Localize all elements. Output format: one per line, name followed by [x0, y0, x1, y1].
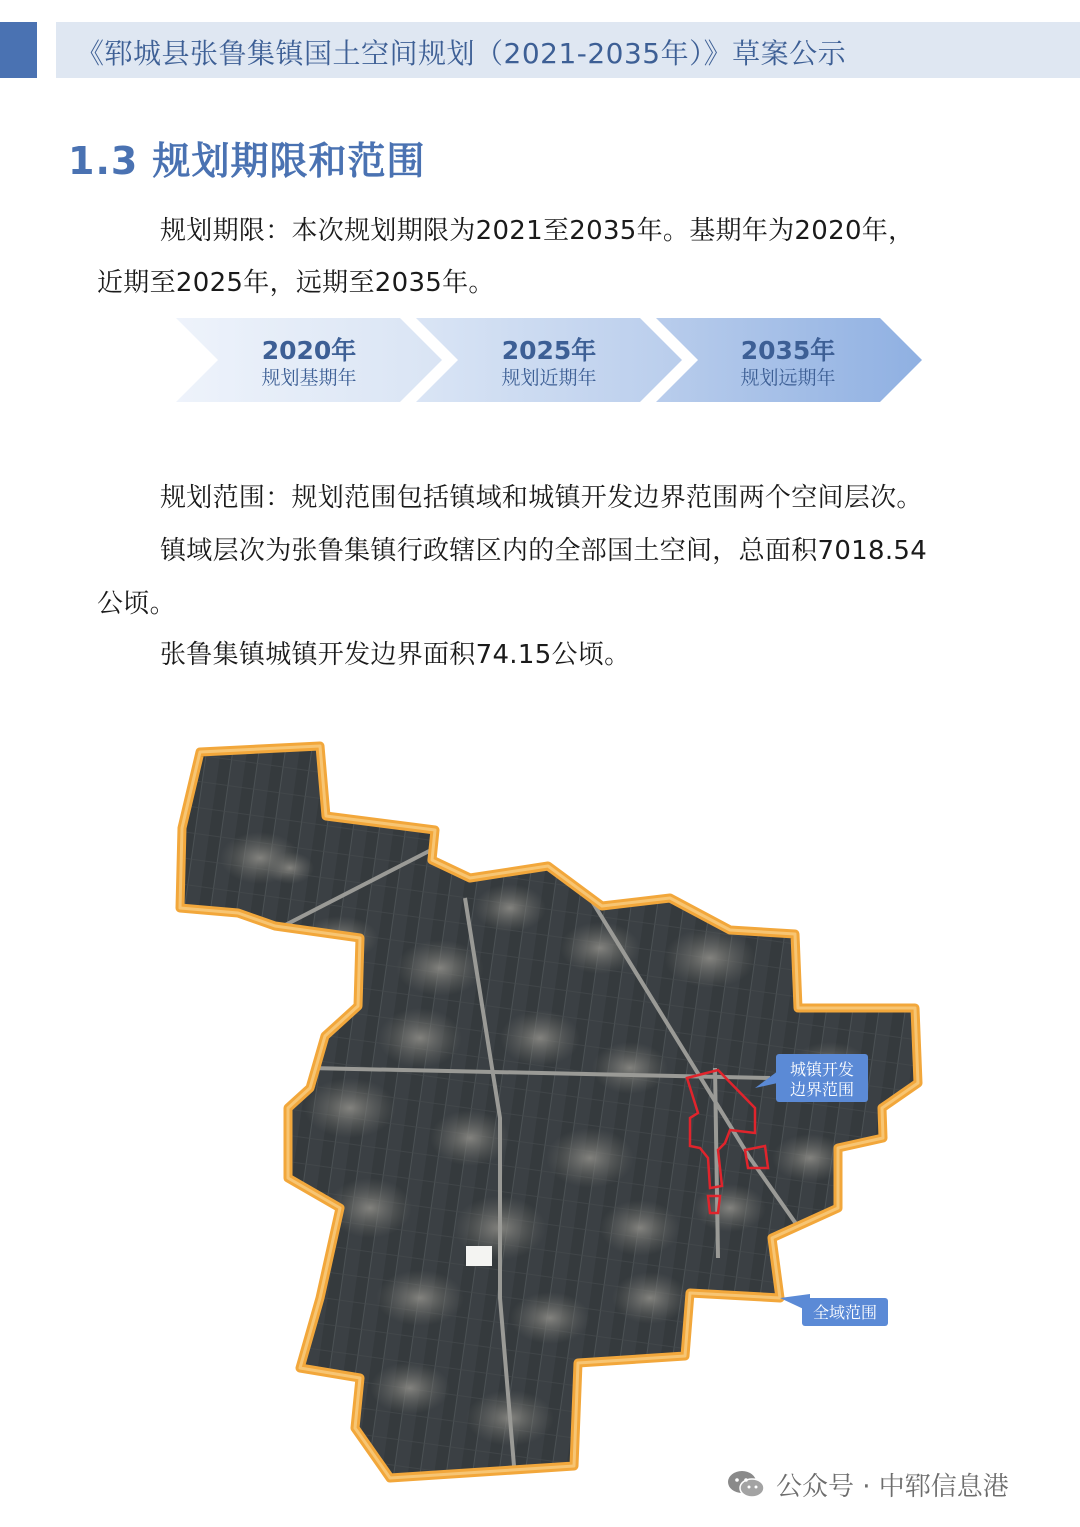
wechat-icon: [726, 1469, 766, 1499]
scope-paragraph-line1: 规划范围：规划范围包括镇域和城镇开发边界范围两个空间层次。: [160, 483, 923, 513]
scope-paragraph-line4: 张鲁集镇城镇开发边界面积74.15公顷。: [160, 640, 631, 670]
section-title: 1.3 规划期限和范围: [68, 139, 426, 183]
scope-paragraph-line3: 公顷。: [97, 589, 176, 619]
callout-full-scope-text: 全域范围: [812, 1303, 878, 1322]
header-accent-bar: [0, 22, 37, 78]
period-paragraph-line2: 近期至2025年，远期至2035年。: [97, 268, 495, 298]
timeline-year: 2020年: [261, 336, 357, 365]
timeline-item-2020: [209, 336, 409, 390]
timeline-year: 2025年: [501, 336, 597, 365]
watermark-text: 公众号 · 中郓信息港: [776, 1471, 1009, 1502]
white-building: [466, 1246, 492, 1266]
town-boundary-map: [170, 738, 940, 1498]
planning-timeline: [176, 318, 922, 402]
timeline-item-2025: [449, 336, 649, 390]
timeline-label: 规划基期年: [261, 367, 357, 389]
scope-paragraph-line2: 镇域层次为张鲁集镇行政辖区内的全部国土空间，总面积7018.54: [160, 536, 928, 566]
timeline-label: 规划近期年: [501, 367, 597, 389]
satellite-map: [170, 738, 940, 1498]
timeline-label: 规划远期年: [740, 367, 836, 389]
period-paragraph-line1: 规划期限：本次规划期限为2021至2035年。基期年为2020年，: [160, 216, 915, 246]
callout-dev-boundary-line2: 边界范围: [789, 1080, 855, 1099]
callout-dev-boundary-line1: 城镇开发: [789, 1060, 855, 1079]
timeline-item-2035: [688, 336, 888, 390]
watermark: [726, 1466, 1009, 1502]
page-header-title: 《郓城县张鲁集镇国土空间规划（2021-2035年）》草案公示: [76, 37, 847, 70]
timeline-year: 2035年: [740, 336, 836, 365]
